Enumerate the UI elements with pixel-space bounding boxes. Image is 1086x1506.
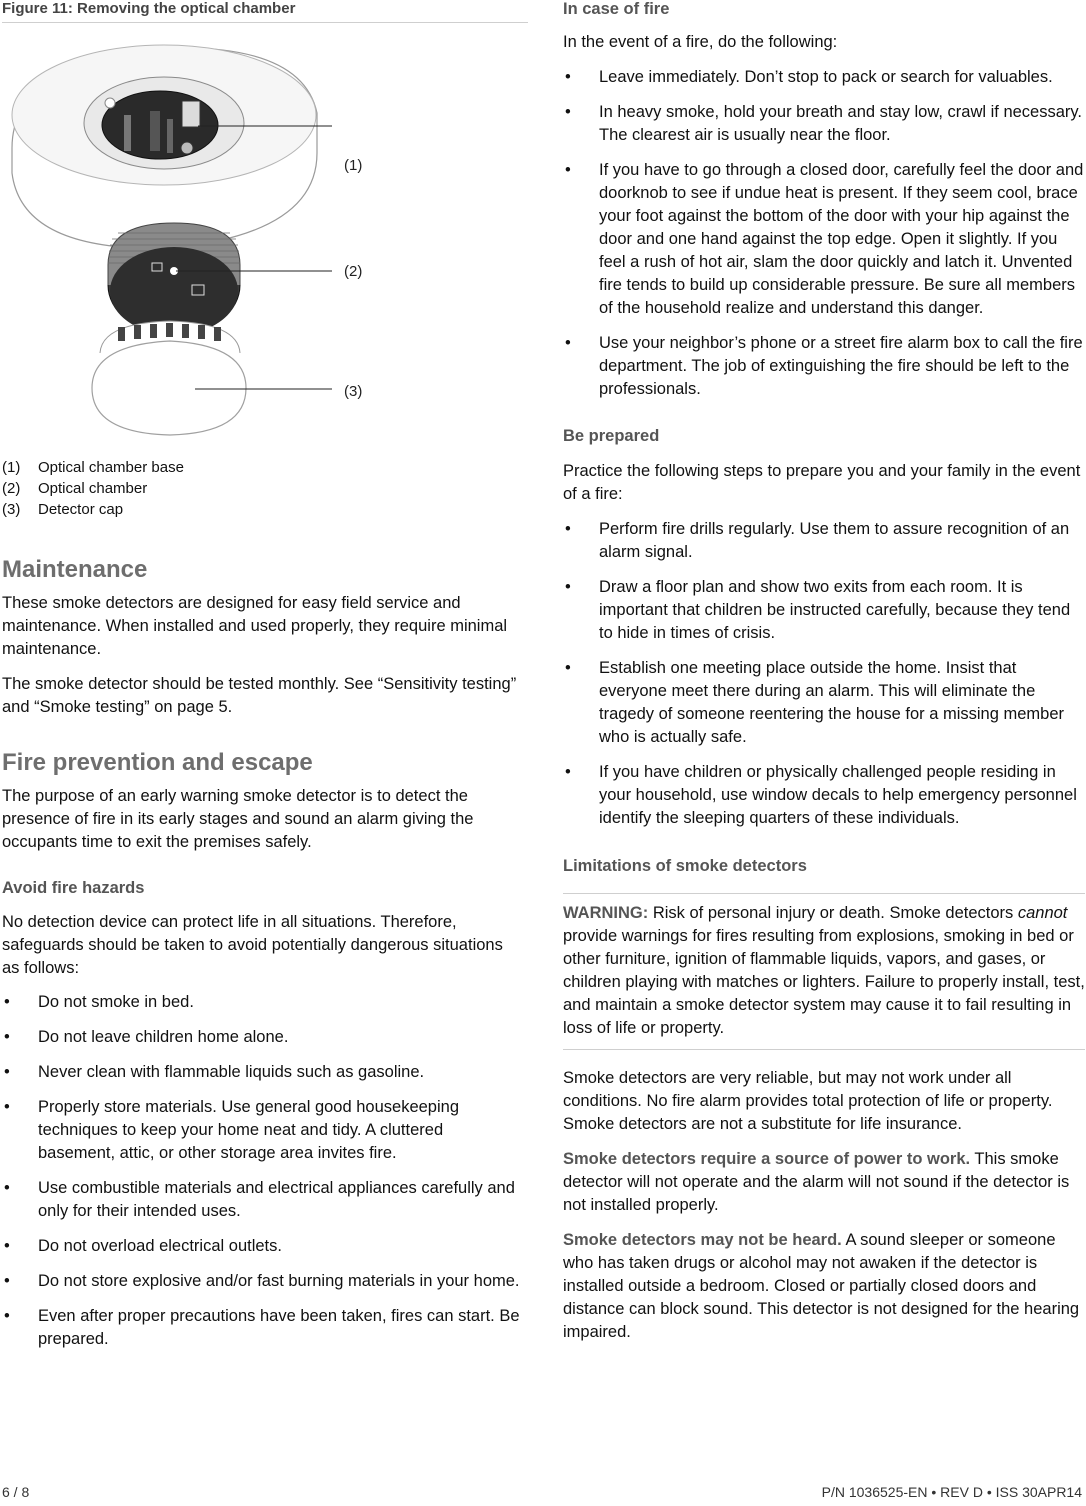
- list-item: • If you have children or physically challenged people residing in your household, use window decals to help emergency personnel identify the sleeping quarters of these individuals.: [563, 761, 1085, 830]
- legend-item: [2, 457, 524, 478]
- list-item: • In heavy smoke, hold your breath and stay low, crawl if necessary. The clearest air is usually near the floor.: [563, 101, 1085, 147]
- heard-text: A sound sleeper or someone who has taken drugs or alcohol may not awaken if the detector is installed outside a bedroom. Closed or partially closed doors and distance can block sound. This detector is not designed for the hearing impaired.: [563, 1231, 1080, 1341]
- page-number: 6 / 8: [2, 1484, 30, 1500]
- list-item: • Even after proper precautions have been taken, fires can start. Be prepared.: [2, 1305, 524, 1351]
- power-label: Smoke detectors require a source of power to work.: [563, 1150, 971, 1168]
- document-id: P/N 1036525-EN • REV D • ISS 30APR14: [821, 1484, 1082, 1500]
- legend-number: (1): [2, 459, 21, 476]
- callout-1: (1): [344, 157, 363, 174]
- fire-prevention-paragraph: The purpose of an early warning smoke detector is to detect the presence of fire in its early stages and sound an alarm giving the occupants time to exit the premises safely.: [2, 787, 474, 851]
- legend-number: (2): [2, 480, 21, 497]
- list-item: • Leave immediately. Don’t stop to pack or search for valuables.: [563, 66, 1085, 89]
- in-case-of-fire-heading: In case of fire: [563, 0, 670, 18]
- list-item: • Do not store explosive and/or fast burning materials in your home.: [2, 1270, 524, 1293]
- warning-emphasis: cannot: [1017, 904, 1068, 922]
- list-item: • Do not leave children home alone.: [2, 1026, 524, 1049]
- heard-label: Smoke detectors may not be heard.: [563, 1231, 842, 1249]
- legend-label: Optical chamber: [38, 480, 148, 497]
- list-item: • Properly store materials. Use general good housekeeping techniques to keep your home neat and tidy. A cluttered basement, attic, or other storage area invites fire.: [2, 1096, 524, 1165]
- heard-paragraph: [563, 1229, 1085, 1344]
- avoid-hazards-intro: No detection device can protect life in all situations. Therefore, safeguards should be taken to avoid potentially dangerous situations as follows:: [2, 913, 503, 977]
- list-item: • Establish one meeting place outside the home. Insist that everyone meet there during an alarm. This will eliminate the tragedy of someone reentering the house for a missing member who is actually safe.: [563, 657, 1085, 749]
- limitations-heading: Limitations of smoke detectors: [563, 857, 807, 875]
- be-prepared-intro: Practice the following steps to prepare you and your family in the event of a fire:: [563, 462, 1081, 503]
- warning-text-part-2: provide warnings for fires resulting from explosions, smoking in bed or other furniture, ignition of flammable liquids, vapors, and gases, or children playing with matches or lighters. Failure to properly install, test, and maintain a smoke detector system may cause it to fail resulting in loss of life or property.: [563, 927, 1085, 1037]
- list-item: • Use your neighbor’s phone or a street fire alarm box to call the fire department. The job of extinguishing the fire should be left to the professionals.: [563, 332, 1085, 401]
- list-item: • Draw a floor plan and show two exits from each room. It is important that children be instructed carefully, because they tend to hide in times of crisis.: [563, 576, 1085, 645]
- right-column: [563, 0, 1085, 1344]
- power-paragraph: [563, 1148, 1085, 1217]
- list-item: • Do not smoke in bed.: [2, 991, 524, 1014]
- be-prepared-heading: Be prepared: [563, 427, 660, 445]
- maintenance-heading: Maintenance: [2, 556, 148, 583]
- legend-label: Optical chamber base: [38, 459, 184, 476]
- figure-caption: Figure 11: Removing the optical chamber: [2, 0, 296, 17]
- smoke-detector-exploded-illustration: [2, 23, 528, 443]
- avoid-hazards-list: [2, 991, 524, 1351]
- legend-item: [2, 478, 524, 499]
- power-text: This smoke detector will not operate and the alarm will not sound if the detector is not installed properly.: [563, 1150, 1070, 1214]
- warning-label: WARNING:: [563, 904, 649, 922]
- list-item: • Do not overload electrical outlets.: [2, 1235, 524, 1258]
- list-item: • Never clean with flammable liquids such as gasoline.: [2, 1061, 524, 1084]
- avoid-hazards-heading: Avoid fire hazards: [2, 879, 145, 897]
- list-item: • Use combustible materials and electrical appliances carefully and only for their intended uses.: [2, 1177, 524, 1223]
- legend-label: Detector cap: [38, 501, 124, 518]
- callout-2: (2): [344, 263, 363, 280]
- legend-number: (3): [2, 501, 21, 518]
- left-column: [2, 0, 524, 1351]
- maintenance-paragraph-1: These smoke detectors are designed for easy field service and maintenance. When installed and used properly, they require minimal maintenance.: [2, 594, 508, 658]
- warning-box: [563, 893, 1085, 1050]
- list-item: • Perform fire drills regularly. Use them to assure recognition of an alarm signal.: [563, 518, 1085, 564]
- fire-prevention-heading: Fire prevention and escape: [2, 749, 313, 776]
- maintenance-paragraph-2: The smoke detector should be tested monthly. See “Sensitivity testing” and “Smoke testing” on page 5.: [2, 675, 517, 716]
- list-item: • If you have to go through a closed door, carefully feel the door and doorknob to see if undue heat is present. If they seem cool, brace your foot against the bottom of the door with your hip against the door and one hand against the top edge. Open it slightly. If you feel a rush of hot air, slam the door quickly and latch it. Unvented fire tends to build up considerable pressure. Be sure all members of the household realize and understand this danger.: [563, 159, 1085, 320]
- warning-text-part-1: Risk of personal injury or death. Smoke detectors: [648, 904, 1018, 922]
- figure-legend: [2, 457, 524, 520]
- limitations-paragraph: Smoke detectors are very reliable, but may not work under all conditions. No fire alarm provides total protection of life or property. Smoke detectors are not a substitute for life insurance.: [563, 1069, 1053, 1133]
- in-case-of-fire-list: [563, 66, 1085, 401]
- figure-optical-chamber: [2, 23, 528, 443]
- in-case-of-fire-intro: In the event of a fire, do the following:: [563, 33, 838, 51]
- be-prepared-list: [563, 518, 1085, 830]
- legend-item: [2, 499, 524, 520]
- callout-3: (3): [344, 383, 363, 400]
- warning-text: [563, 902, 1085, 1040]
